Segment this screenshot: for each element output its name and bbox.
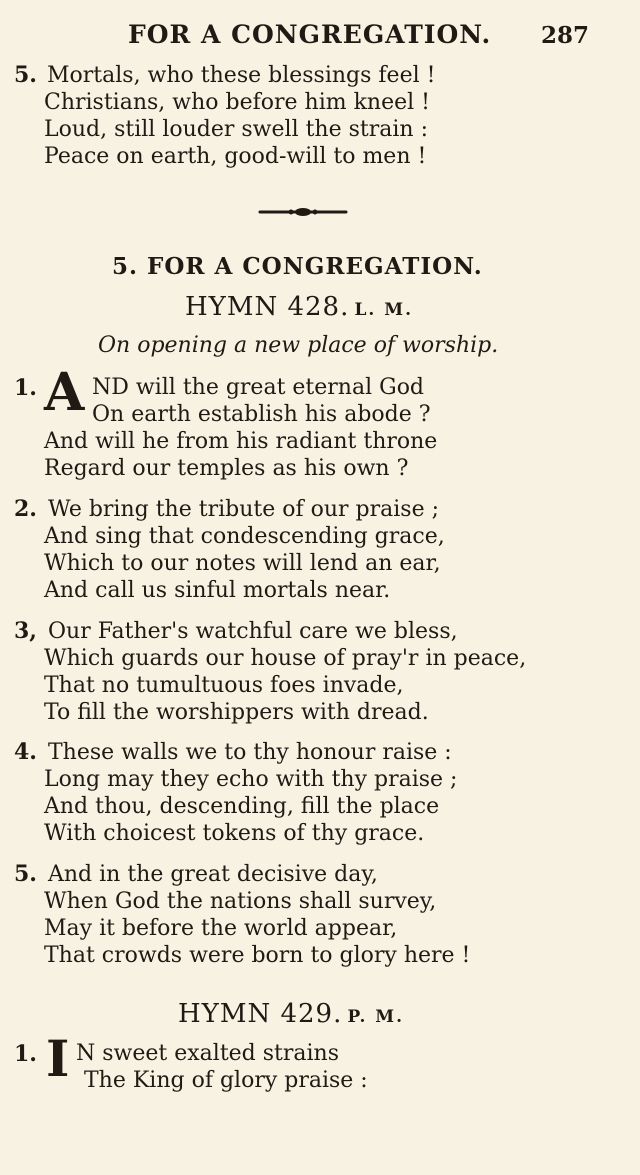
verse-line: When God the nations shall survey,: [44, 889, 437, 914]
verse-line: And in the great decisive day,: [48, 862, 378, 887]
verse-number: 5.: [14, 861, 37, 887]
verse-line: Peace on earth, good-will to men !: [44, 144, 427, 169]
verse-line: Which guards our house of pray'r in peace,: [44, 646, 527, 671]
ornament-divider: [258, 206, 348, 218]
verse-line: And thou, descending, fill the place: [44, 794, 440, 819]
verse-number: 1.: [14, 1041, 37, 1067]
running-head: FOR A CONGREGATION.: [128, 20, 492, 49]
verse-line: That no tumultuous foes invade,: [44, 673, 404, 698]
verse-number: 2.: [14, 496, 37, 522]
page-number: 287: [541, 22, 590, 49]
verse-line: N sweet exalted strains: [76, 1041, 340, 1066]
verse-line: The King of glory praise :: [84, 1068, 368, 1093]
verse-line: And call us sinful mortals near.: [44, 578, 391, 603]
section-heading: [112, 253, 483, 280]
verse-line: ND will the great eternal God: [92, 375, 425, 400]
verse-line: Christians, who before him kneel !: [44, 90, 431, 115]
hymn-heading: [178, 999, 404, 1029]
hymn-meter: P. M.: [347, 1007, 405, 1027]
verse-number: 5.: [14, 62, 37, 88]
hymn-heading: [185, 292, 413, 322]
hymn-title: HYMN 428.: [185, 292, 350, 322]
verse-number: 4.: [14, 739, 37, 765]
verse-line: That crowds were born to glory here !: [44, 943, 471, 968]
verse-line: And sing that condescending grace,: [44, 524, 445, 549]
verse-line: We bring the tribute of our praise ;: [48, 497, 440, 522]
verse-line: Our Father's watchful care we bless,: [48, 619, 458, 644]
verse-number: 1.: [14, 375, 37, 401]
section-title: FOR A CONGREGATION.: [147, 253, 483, 280]
verse-line: Regard our temples as his own ?: [44, 456, 409, 481]
verse-line: To fill the worshippers with dread.: [44, 700, 429, 725]
hymn-occasion: On opening a new place of worship.: [98, 333, 499, 358]
verse-line: Loud, still louder swell the strain :: [44, 117, 428, 142]
section-number: 5.: [112, 253, 139, 280]
hymn-meter: L. M.: [354, 300, 413, 320]
verse-line: On earth establish his abode ?: [92, 402, 431, 427]
verse-line: These walls we to thy honour raise :: [48, 740, 452, 765]
verse-line: And will he from his radiant throne: [44, 429, 438, 454]
verse-number: 3,: [14, 618, 37, 644]
drop-cap: A: [44, 362, 85, 423]
verse-line: May it before the world appear,: [44, 916, 398, 941]
verse-line: Mortals, who these blessings feel !: [47, 63, 436, 88]
verse-line: Which to our notes will lend an ear,: [44, 551, 441, 576]
hymn-title: HYMN 429.: [178, 999, 343, 1029]
drop-cap: I: [46, 1029, 70, 1088]
verse-line: With choicest tokens of thy grace.: [44, 821, 425, 846]
verse-line: Long may they echo with thy praise ;: [44, 767, 458, 792]
